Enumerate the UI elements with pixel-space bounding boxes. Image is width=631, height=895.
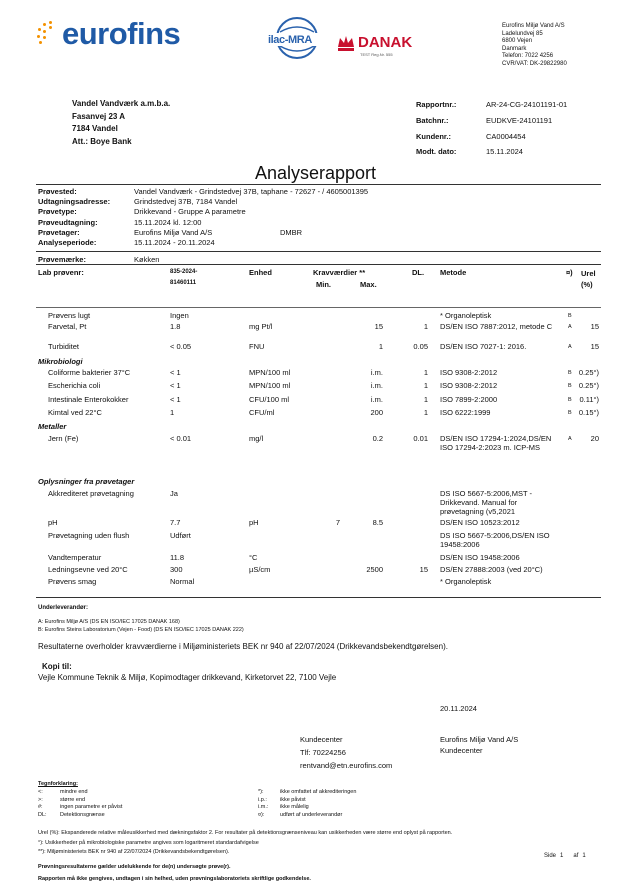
- result-name: Ledningsevne ved 20°C: [48, 565, 128, 574]
- result-name: Farvetal, Pt: [48, 322, 87, 331]
- result-method: DS/EN ISO 7027-1: 2016.: [440, 342, 527, 351]
- result-unit: MPN/100 ml: [249, 368, 291, 377]
- report-title: Analyserapport: [254, 163, 377, 183]
- result-name: Prøvens lugt: [48, 311, 91, 320]
- col-lab-sample: Lab prøvenr:: [38, 268, 84, 277]
- result-unit: mg Pt/l: [249, 322, 273, 331]
- copy-to-text: Vejle Kommune Teknik & Miljø, Kopimodtager drikkevand, Kirketorvet 22, 7100 Vejle: [38, 673, 337, 682]
- result-unit: FNU: [249, 342, 265, 351]
- result-value: < 1: [170, 395, 181, 404]
- result-dl: 1: [423, 395, 428, 404]
- result-dl: 0.01: [413, 434, 428, 443]
- table-header: [0, 266, 631, 308]
- result-lab: B: [568, 370, 572, 376]
- result-name: Intestinale Enterokokker: [48, 395, 129, 404]
- subcontractors-list: A: Eurofins Miljø A/S (DS EN ISO/IEC 17025 DANAK 168) B: Eurofins Steins Laboratorium (Vejen - Food) (DS EN ISO/IEC 17025 DANAK 222): [38, 619, 244, 633]
- signature-date: 20.11.2024: [440, 704, 477, 713]
- danak-logo: [336, 30, 413, 62]
- legend-title: Tegnforklaring:: [38, 781, 78, 787]
- subcontractors-title: Underleverandør:: [38, 605, 89, 611]
- contact-email[interactable]: rentvand@etn.eurofins.com: [300, 760, 393, 770]
- sample-mark: Prøvemærke: Køkken: [38, 255, 160, 264]
- result-name: Kimtal ved 22°C: [48, 408, 102, 417]
- batch-number: EUDKVE-24101191: [486, 115, 553, 125]
- result-dl: 15: [419, 565, 428, 574]
- result-value: 11.8: [170, 553, 185, 562]
- result-dl: 1: [423, 368, 428, 377]
- received-date: 15.11.2024: [486, 147, 523, 157]
- result-unit: MPN/100 ml: [249, 381, 291, 390]
- report-meta: [416, 97, 567, 160]
- result-unit: °C: [249, 553, 258, 562]
- ilac-mra-logo: [266, 16, 328, 66]
- table-header-top: [36, 264, 601, 265]
- result-lab: B: [568, 397, 572, 403]
- result-value: < 0.01: [170, 434, 192, 443]
- result-name: Akkrediteret prøvetagning: [48, 489, 134, 498]
- result-method: DS/EN ISO 10523:2012: [440, 518, 520, 527]
- result-name: Vandtemperatur: [48, 553, 102, 562]
- result-unit: CFU/100 ml: [249, 395, 290, 404]
- result-urel: 20: [590, 434, 599, 443]
- col-method: Metode: [440, 268, 467, 277]
- col-min: Min.: [316, 280, 331, 289]
- result-name: Prøvetagning uden flush: [48, 531, 130, 540]
- result-name: Turbiditet: [48, 342, 79, 351]
- result-value: < 1: [170, 368, 181, 377]
- result-urel: 0.25°): [578, 368, 599, 377]
- result-name: pH: [48, 518, 58, 527]
- conclusion: Resultaterne overholder kravværdierne i Miljøministeriets BEK nr 940 af 22/07/2024 (Drikkevandsbekendtgørelsen).: [38, 642, 448, 651]
- danak-text: DANAK: [358, 34, 413, 51]
- logo-text: eurofins: [62, 16, 181, 51]
- ilac-text: ilac-MRA: [268, 34, 312, 46]
- result-dl: 1: [423, 408, 428, 417]
- result-method: * Organoleptisk: [440, 311, 492, 320]
- result-lab: A: [568, 324, 572, 330]
- result-name: Coliforme bakterier 37°C: [48, 368, 131, 377]
- copy-to-title: Kopi til:: [42, 662, 72, 671]
- customer-number: CA0004454: [486, 131, 526, 141]
- result-unit: µS/cm: [249, 565, 271, 574]
- col-max: Max.: [360, 280, 377, 289]
- final-notes: Prøvningsresultaterne gælder udelukkende for de(n) undersøgte prøve(r). Rapporten må ikke gengives, undtagen i sin helhed, uden prøvningslaboratoriets skriftlige godkendelse.: [38, 864, 311, 882]
- result-method: DS/EN ISO 19458:2006: [440, 553, 520, 562]
- logo-dots-icon: [36, 20, 62, 50]
- result-method: ISO 7899-2:2000: [440, 395, 498, 404]
- result-max: i.m.: [370, 368, 383, 377]
- result-lab: A: [568, 436, 572, 442]
- crown-icon: [336, 32, 356, 52]
- section-title: Oplysninger fra prøvetager: [38, 477, 135, 486]
- result-name: Jern (Fe): [48, 434, 79, 443]
- result-min: 7: [335, 518, 340, 527]
- contact-block: Kundecenter Tlf: 70224256 rentvand@etn.eurofins.com: [300, 734, 392, 772]
- danak-sub: TEST Reg.Nr. 555: [360, 52, 393, 57]
- result-method: ISO 9308-2:2012: [440, 381, 498, 390]
- result-value: 7.7: [170, 518, 181, 527]
- col-sample-no: 835-2024- 81460111: [170, 269, 198, 286]
- result-method: DS/EN ISO 7887:2012, metode C: [440, 322, 553, 331]
- result-value: Normal: [170, 577, 195, 586]
- table-header-bottom: [36, 307, 601, 308]
- result-max: 15: [374, 322, 383, 331]
- col-unit: Enhed: [249, 268, 272, 277]
- result-value: Ja: [170, 489, 178, 498]
- title-divider: [36, 184, 601, 185]
- result-name: Escherichia coli: [48, 381, 101, 390]
- section-title: Metaller: [38, 422, 67, 431]
- result-value: < 0.05: [170, 342, 192, 351]
- result-urel: 15: [590, 342, 599, 351]
- col-urel: Urel (%): [581, 269, 596, 289]
- result-urel: 0.15°): [578, 408, 599, 417]
- result-max: 200: [370, 408, 383, 417]
- result-unit: CFU/ml: [249, 408, 275, 417]
- result-urel: 0.11°): [579, 395, 599, 404]
- result-method: ISO 6222:1999: [440, 408, 491, 417]
- result-max: 1: [378, 342, 383, 351]
- eurofins-logo: [36, 14, 196, 56]
- batch-number-label: Batchnr.:: [416, 115, 449, 125]
- sample-info: Prøvested: Vandel Vandværk - Grindstedvej 37B, taphane - 72627 - / 4605001395 Udtagningsadresse: Grindstedvej 37B, 7184 Vandel Prøvetype: Drikkevand - Gruppe A parametre Prøveudtagning: 15.11.2024 kl. 12:00 Prøvetager: Eurofins Miljø Vand A/S DMBR Analyseperiode: 15.11.2024 - 20.11.2024: [38, 187, 369, 248]
- result-max: i.m.: [370, 395, 383, 404]
- result-dl: 1: [423, 381, 428, 390]
- col-dl: DL.: [412, 268, 425, 277]
- result-urel: 15: [590, 322, 599, 331]
- result-method: DS/EN 27888:2003 (ved 20°C): [440, 565, 543, 574]
- col-requirements: Kravværdier **: [313, 268, 366, 277]
- result-max: i.m.: [370, 381, 383, 390]
- report-number: AR-24-CG-24101191-01: [486, 100, 568, 109]
- page-number: Side 1 af 1: [544, 853, 586, 859]
- result-max: 2500: [366, 565, 383, 574]
- result-lab: B: [568, 383, 572, 389]
- result-method: DS ISO 5667-5:2006,MST - Drikkevand. Manual for prøvetagning (v5,2021: [440, 489, 532, 517]
- result-max: 8.5: [372, 518, 383, 527]
- report-number-label: Rapportnr.:: [416, 100, 457, 109]
- result-value: Ingen: [170, 311, 189, 320]
- result-lab: B: [568, 313, 572, 319]
- result-urel: 0.25°): [578, 381, 599, 390]
- table-bottom: [36, 597, 601, 598]
- result-value: 300: [170, 565, 183, 574]
- result-method: DS/EN ISO 17294-1:2024,DS/EN ISO 17294-2:2023 m. ICP-MS: [440, 434, 552, 453]
- customer-number-label: Kundenr.:: [416, 131, 451, 141]
- result-value: 1.8: [170, 322, 181, 331]
- lab-address: Eurofins Miljø Vand A/S Ladelundvej 85 6800 Vejen Danmark Telefon: 7022 4256 CVR/VAT: DK-29822980: [502, 23, 567, 67]
- result-unit: pH: [249, 518, 259, 527]
- result-value: Udført: [170, 531, 191, 540]
- result-value: < 1: [170, 381, 181, 390]
- received-date-label: Modt. dato:: [416, 147, 457, 157]
- result-dl: 0.05: [413, 342, 428, 351]
- result-method: * Organoleptisk: [440, 577, 492, 586]
- footnotes: Urel (%): Ekspanderede relative måleusikkerhed med dækningsfaktor 2. For resultater på detektionsgrænseniveau kan usikkerheden være større end oplyst på rapporten. °): Usikkerheder på mikrobiologiske parametre angives som logaritmeret standardafvigelse **): Miljøministeriets BEK nr 940 af 22/07/2024 (Drikkevandsbekendtgørelsen).: [38, 830, 453, 855]
- result-lab: B: [568, 410, 572, 416]
- result-value: 1: [170, 408, 175, 417]
- result-max: 0.2: [372, 434, 383, 443]
- legend-left: <: mindre end >: større end #: ingen parametre er påvist DL: Detektionsgrænse: [38, 789, 123, 819]
- signature-block: Eurofins Miljø Vand A/S Kundecenter: [440, 735, 519, 755]
- result-name: Prøvens smag: [48, 577, 97, 586]
- recipient-address: Vandel Vandværk a.m.b.a. Fasanvej 23 A 7184 Vandel Att.: Boye Bank: [72, 99, 171, 146]
- result-dl: 1: [423, 322, 428, 331]
- col-mark: ¤): [566, 268, 573, 277]
- section-title: Mikrobiologi: [38, 357, 83, 366]
- result-method: ISO 9308-2:2012: [440, 368, 498, 377]
- result-method: DS ISO 5667-5:2006,DS/EN ISO 19458:2006: [440, 531, 550, 550]
- sample-info-divider: [36, 251, 601, 252]
- result-unit: mg/l: [249, 434, 264, 443]
- result-lab: A: [568, 344, 572, 350]
- legend-right: *): ikke omfattet af akkrediteringen i.p.: ikke påvist i.m.: ikke målelig ¤): udført af underleverandør: [258, 789, 357, 819]
